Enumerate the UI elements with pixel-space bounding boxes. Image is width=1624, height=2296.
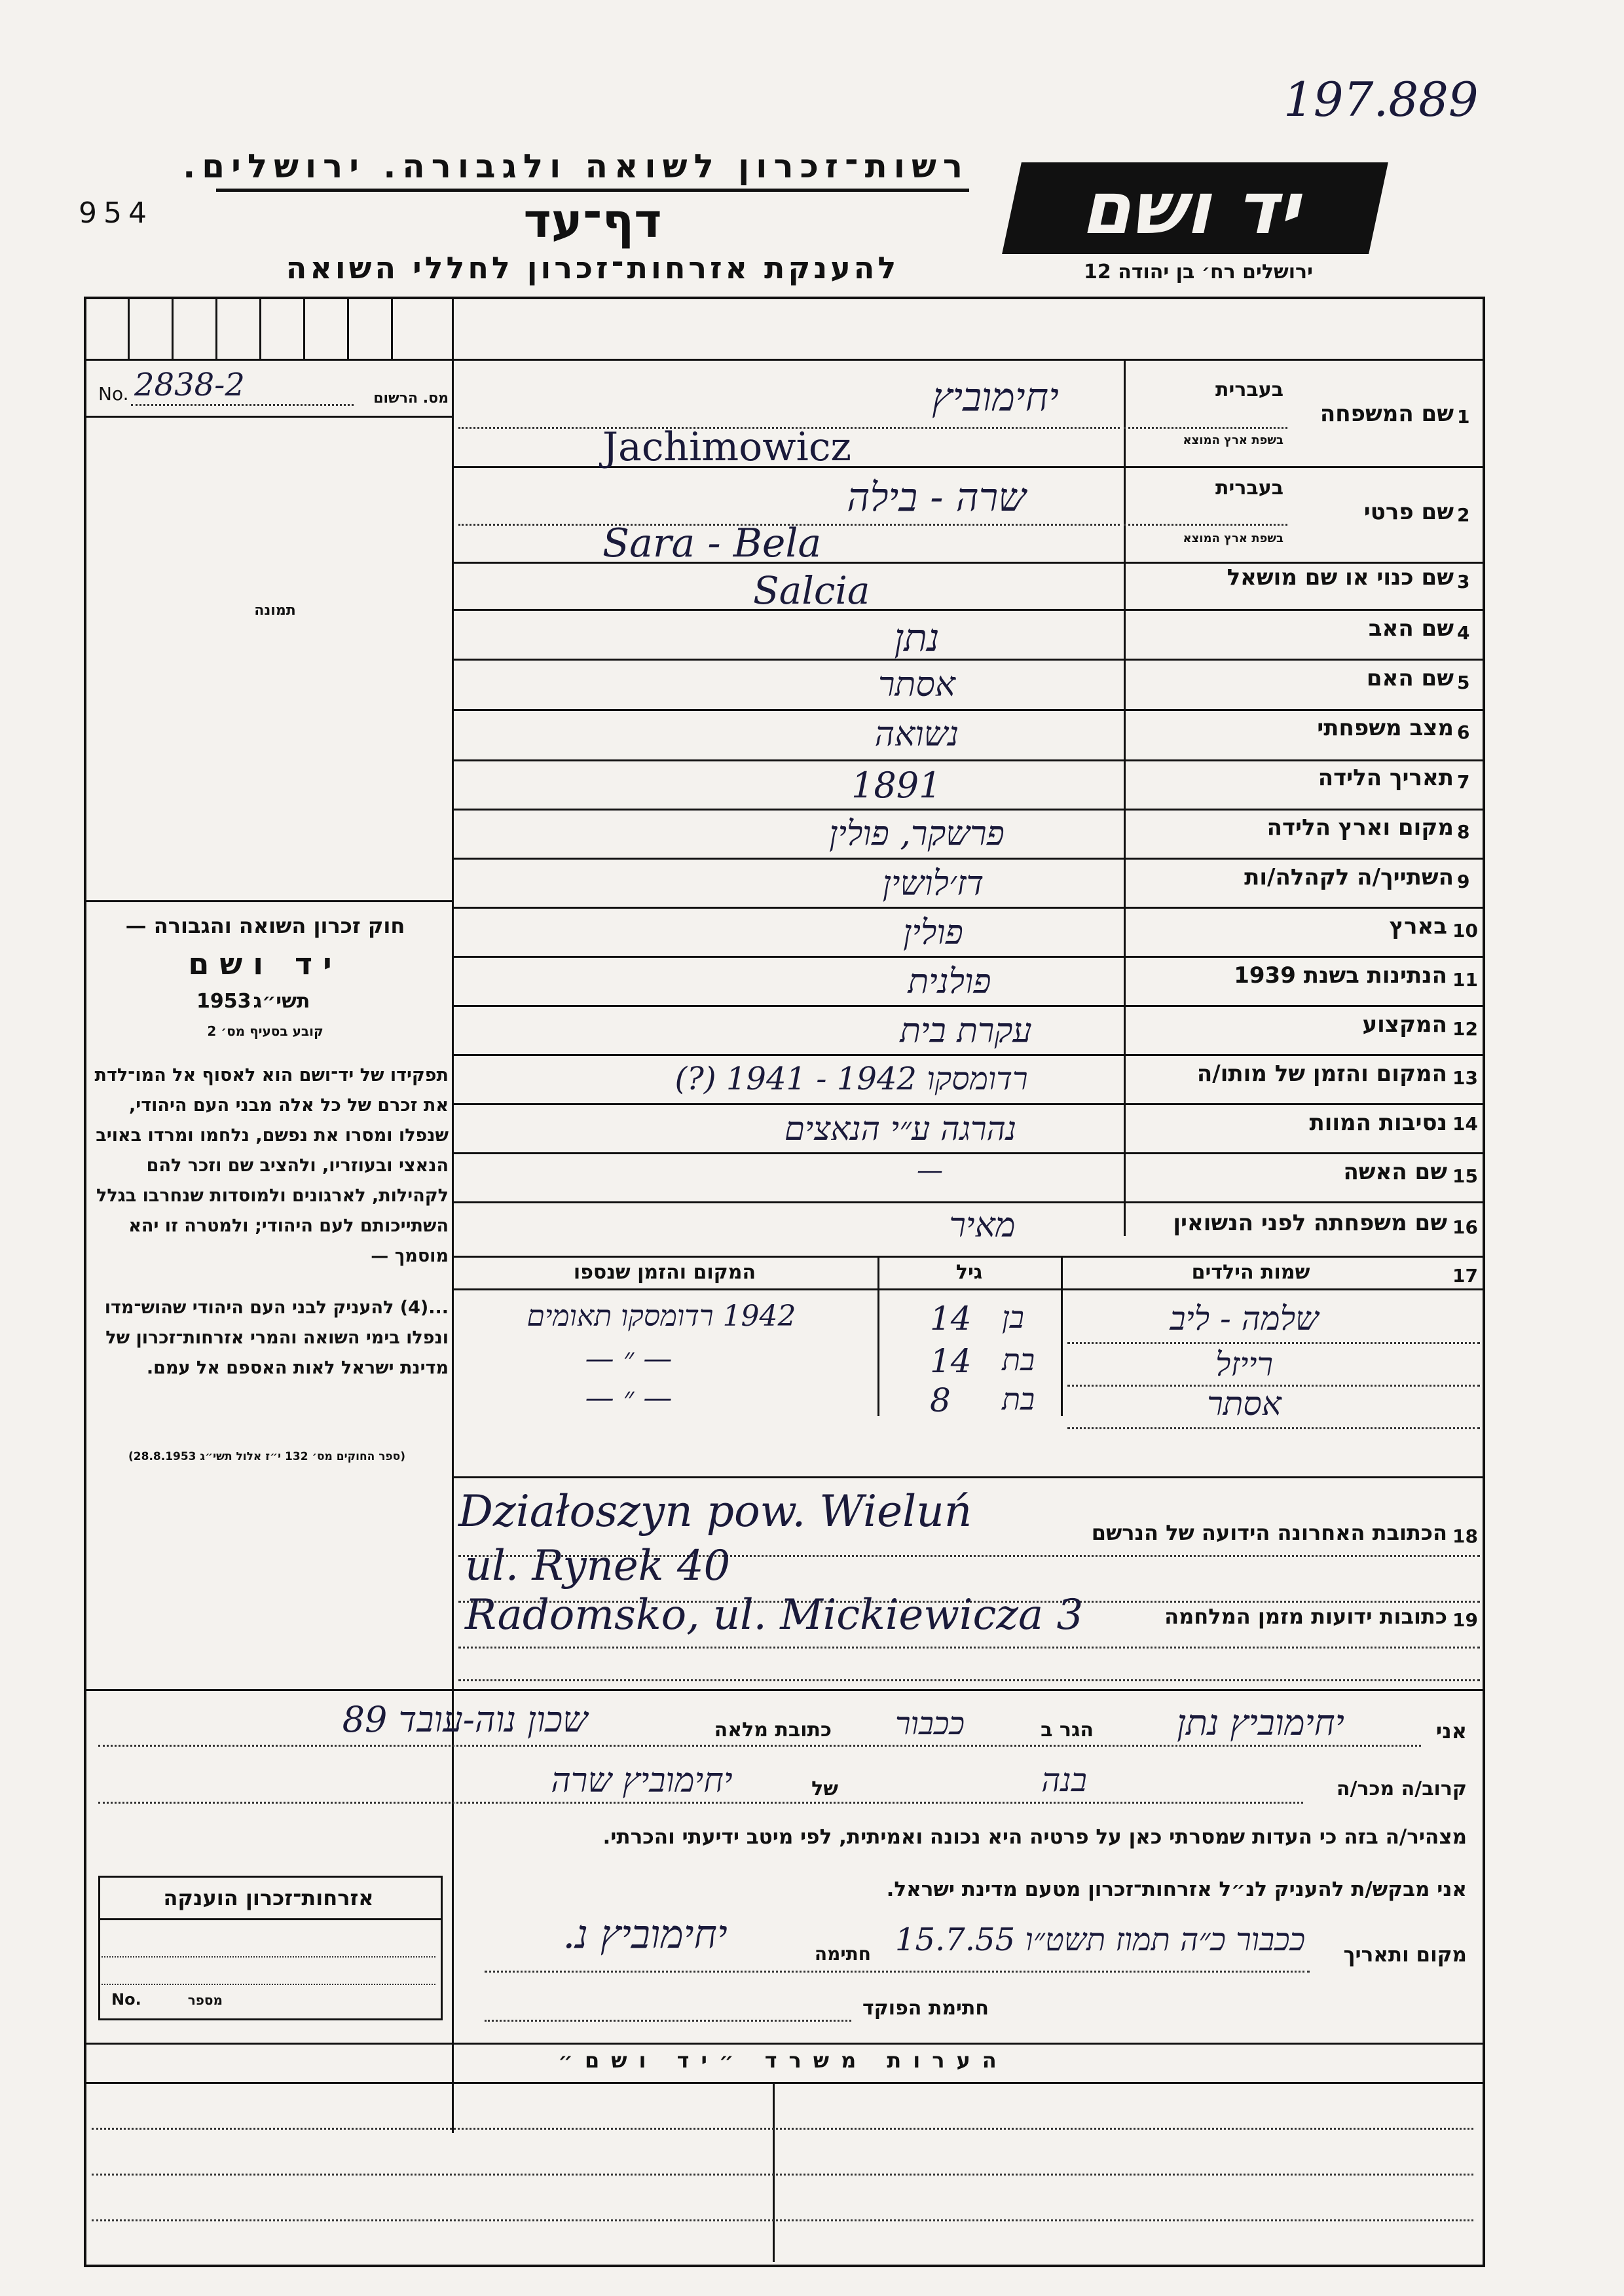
field-14-value: נהרגה ע״י הנאצים	[784, 1110, 1017, 1148]
field-13-value: רדומסקו 1942 - 1941 (?)	[674, 1061, 1028, 1097]
declaration-text: מצהיר/ה בזה כי העדות שמסרתי כאן על פרטיה היא נכונה ואמיתית, לפי מיטב ידיעתי והכרתי.	[602, 1825, 1467, 1849]
children-age-header: גיל	[955, 1261, 983, 1284]
field-11-number: 11	[1452, 969, 1478, 991]
field-16-value: מאיר	[949, 1206, 1016, 1245]
field-1-value-origin: Jachimowicz	[602, 424, 852, 470]
place-date-value: ככבור כ״ה תמוז תשט״ו 15.7.55	[895, 1922, 1306, 1958]
child-1-age: 14	[930, 1300, 972, 1338]
field-2-label: שם פרטי	[1363, 499, 1454, 525]
field-16-label: שם משפחתה לפני הנשואין	[1173, 1210, 1447, 1236]
field-2-value-origin: Sara - Bela	[602, 520, 822, 566]
field-12-value: עקרת בית	[900, 1011, 1032, 1051]
field-2-number: 2	[1457, 504, 1470, 526]
child-1-gender: בן	[1002, 1300, 1024, 1335]
child-2-name: רייזל	[1215, 1345, 1274, 1383]
field-4-value: נתן	[894, 615, 940, 660]
law-title: חוק זכרון השואה והגבורה —	[125, 913, 405, 938]
field-15-value: —	[917, 1156, 943, 1186]
declarant-address-label: כתובת מלאה	[714, 1719, 832, 1741]
child-2-place: — ״ —	[585, 1342, 673, 1376]
field-16-number: 16	[1452, 1216, 1478, 1238]
field-10-value: פולין	[903, 913, 963, 953]
field-18-label: הכתובת האחרונה הידועה של הנרשם	[1091, 1520, 1447, 1545]
request-text: אני מבקש/ת להעניק לנ״ל אזרחות־זכרון מטעם מדינת ישראל.	[886, 1878, 1467, 1901]
field-5-number: 5	[1457, 672, 1470, 693]
field-1-label: שם המשפחה	[1320, 401, 1454, 427]
field-1-number: 1	[1457, 406, 1470, 428]
field-4-label: שם האב	[1368, 615, 1454, 642]
registration-no-value: 2838-2	[134, 367, 245, 403]
relation-value: בנה	[1041, 1761, 1087, 1799]
child-1-name: שלמה - ליב	[1170, 1300, 1319, 1338]
field-8-value: פרשקר, פולין	[829, 814, 1005, 854]
left-column-divider	[452, 359, 454, 1256]
field-2-value-hebrew: שרה - בילה	[847, 475, 1026, 520]
of-label: של	[811, 1777, 838, 1800]
reference-number: 197.889	[1283, 72, 1479, 127]
declarant-lives-label: הגר ב	[1041, 1719, 1094, 1741]
field-3-value: Salcia	[753, 568, 870, 613]
field-7-label: תאריך הלידה	[1318, 765, 1454, 791]
field-6-value: נשואה	[874, 715, 959, 754]
authority-name: רשות־זכרון לשואה ולגבורה. ירושלים.	[183, 147, 969, 185]
children-place-header: המקום והזמן שנספו	[573, 1261, 756, 1284]
photo-placeholder: תמונה	[254, 602, 296, 619]
field-8-number: 8	[1457, 821, 1470, 843]
officer-signature-label: חתימת הפוקד	[862, 1997, 989, 2020]
field-9-label: השתייך/ה לקהלה/ות	[1244, 864, 1454, 890]
top-strip-bottom	[84, 359, 1483, 361]
remarks-title: הערות משרד ״יד ושם״	[558, 2048, 1008, 2073]
address-line: ירושלים רח׳ בן יהודה 12	[1084, 261, 1313, 283]
citizenship-box-title: אזרחות־זכרון הוענקה	[163, 1886, 374, 1910]
field-15-label: שם האשה	[1343, 1159, 1447, 1185]
header-rule	[216, 189, 969, 192]
declarant-name: יחימוביץ נתן	[1177, 1702, 1344, 1743]
field-17-number: 17	[1452, 1265, 1478, 1286]
field-6-label: מצב משפחתי	[1317, 715, 1454, 741]
yad-vashem-logo: יד ושם	[1002, 162, 1388, 254]
declarant-i-label: אני	[1435, 1719, 1467, 1743]
field-19-number: 19	[1452, 1609, 1478, 1631]
field-7-value: 1891	[851, 765, 942, 806]
signature-value: יחימוביץ נ.	[563, 1912, 728, 1958]
origin-lang-label-2: בשפת ארץ המוצא	[1183, 532, 1283, 545]
child-1-place: 1942 רדומסקו תאומים	[526, 1300, 796, 1333]
field-6-number: 6	[1457, 721, 1470, 743]
field-10-label: בארץ	[1389, 913, 1447, 939]
field-1-value-hebrew: יחימוביץ	[932, 374, 1059, 420]
field-15-number: 15	[1452, 1165, 1478, 1187]
field-12-label: המקצוע	[1362, 1011, 1447, 1038]
field-18-address-line-1: Działoszyn pow. Wieluń	[458, 1486, 972, 1537]
of-name: יחימוביץ שרה	[551, 1761, 733, 1800]
law-year-hebrew: תשי״ג	[253, 990, 310, 1013]
field-14-label: נסיבות המוות	[1309, 1110, 1447, 1136]
child-2-age: 14	[930, 1342, 972, 1380]
law-source: (ספר החוקים מס׳ 132 י״ז אלול תשי״ג 28.8.1953)	[128, 1450, 405, 1463]
field-5-value: אסתר	[877, 665, 956, 704]
child-3-gender: בת	[1002, 1381, 1035, 1417]
form-subtitle: להענקת אזרחות־זכרון לחללי השואה	[286, 250, 900, 285]
child-3-age: 8	[930, 1381, 951, 1419]
field-18-number: 18	[1452, 1525, 1478, 1547]
field-3-label: שם כנוי או שם מושאל	[1227, 564, 1454, 591]
field-9-number: 9	[1457, 871, 1470, 892]
law-year: 1953	[196, 990, 251, 1013]
signature-label: חתימה	[814, 1943, 871, 1965]
law-text-clause-4: ...(4) להעניק לבני העם היהודי שהוש־מדו ונפלו בימי השואה והמרי אזרחות־זכרון של מדינת ישראל לאות האספם אל עמם.	[104, 1298, 449, 1378]
declarant-city: ככבור	[895, 1705, 965, 1742]
field-4-number: 4	[1457, 622, 1470, 644]
field-10-number: 10	[1452, 920, 1478, 941]
law-text: תפקידו של יד־ושם הוא לאסוף אל המו־לדת את זכרם של כל אלה מבני העם היהודי, שנפלו ומסרו את נפשם, נלחמו ומרדו באויב הנאצי ובעוזריו, ולהציב שם וזכר להם לקהילות, לארגונים ולמוסדות שנחרבו בגלל השתייכותם לעם היהודי; ולמטרה זו יהא מוסמך —	[94, 1065, 449, 1266]
field-11-value: פולנית	[908, 962, 991, 1002]
field-7-number: 7	[1457, 771, 1470, 793]
field-14-number: 14	[1452, 1113, 1478, 1135]
child-3-place: — ״ —	[585, 1381, 673, 1415]
hebrew-label-2: בעברית	[1215, 477, 1283, 500]
field-8-label: מקום וארץ הלידה	[1266, 814, 1454, 841]
child-3-name: אסתר	[1207, 1385, 1282, 1423]
children-names-header: שמות הילדים	[1191, 1261, 1310, 1284]
field-5-label: שם האם	[1366, 665, 1454, 691]
field-19-address-line-1: Radomsko, ul. Mickiewicza 3	[465, 1591, 1084, 1639]
field-9-value: דז׳לושין	[882, 864, 984, 903]
side-number: 954	[79, 196, 153, 230]
registration-no-hebrew-label: מס. הרשום	[373, 390, 449, 407]
citizenship-number-label: מספר	[187, 1992, 223, 2008]
field-13-label: המקום והזמן של מותו/ה	[1196, 1061, 1447, 1087]
field-19-label: כתובות ידועות מזמן המלחמה	[1164, 1604, 1447, 1629]
field-18-address-line-2: ul. Rynek 40	[465, 1542, 731, 1590]
field-12-number: 12	[1452, 1018, 1478, 1040]
child-2-gender: בת	[1002, 1342, 1035, 1377]
form-title: דף־עד	[523, 193, 662, 248]
citizenship-no-label: No.	[111, 1990, 141, 2009]
law-clause: קובע בסעיף מס׳ 2	[207, 1023, 323, 1039]
relative-label: קרוב/ה מכר/ה	[1336, 1777, 1467, 1800]
field-11-label: הנתינות בשנת 1939	[1234, 962, 1447, 989]
law-name: יד ושם	[188, 946, 342, 981]
origin-lang-label-1: בשפת ארץ המוצא	[1183, 433, 1283, 447]
declarant-address: שכון נוה-עובד 89	[342, 1699, 588, 1740]
place-date-label: מקום ותאריך	[1343, 1943, 1467, 1967]
hebrew-label-1: בעברית	[1215, 378, 1283, 401]
field-3-number: 3	[1457, 571, 1470, 592]
registration-no-label: No.	[98, 383, 129, 405]
field-13-number: 13	[1452, 1067, 1478, 1089]
